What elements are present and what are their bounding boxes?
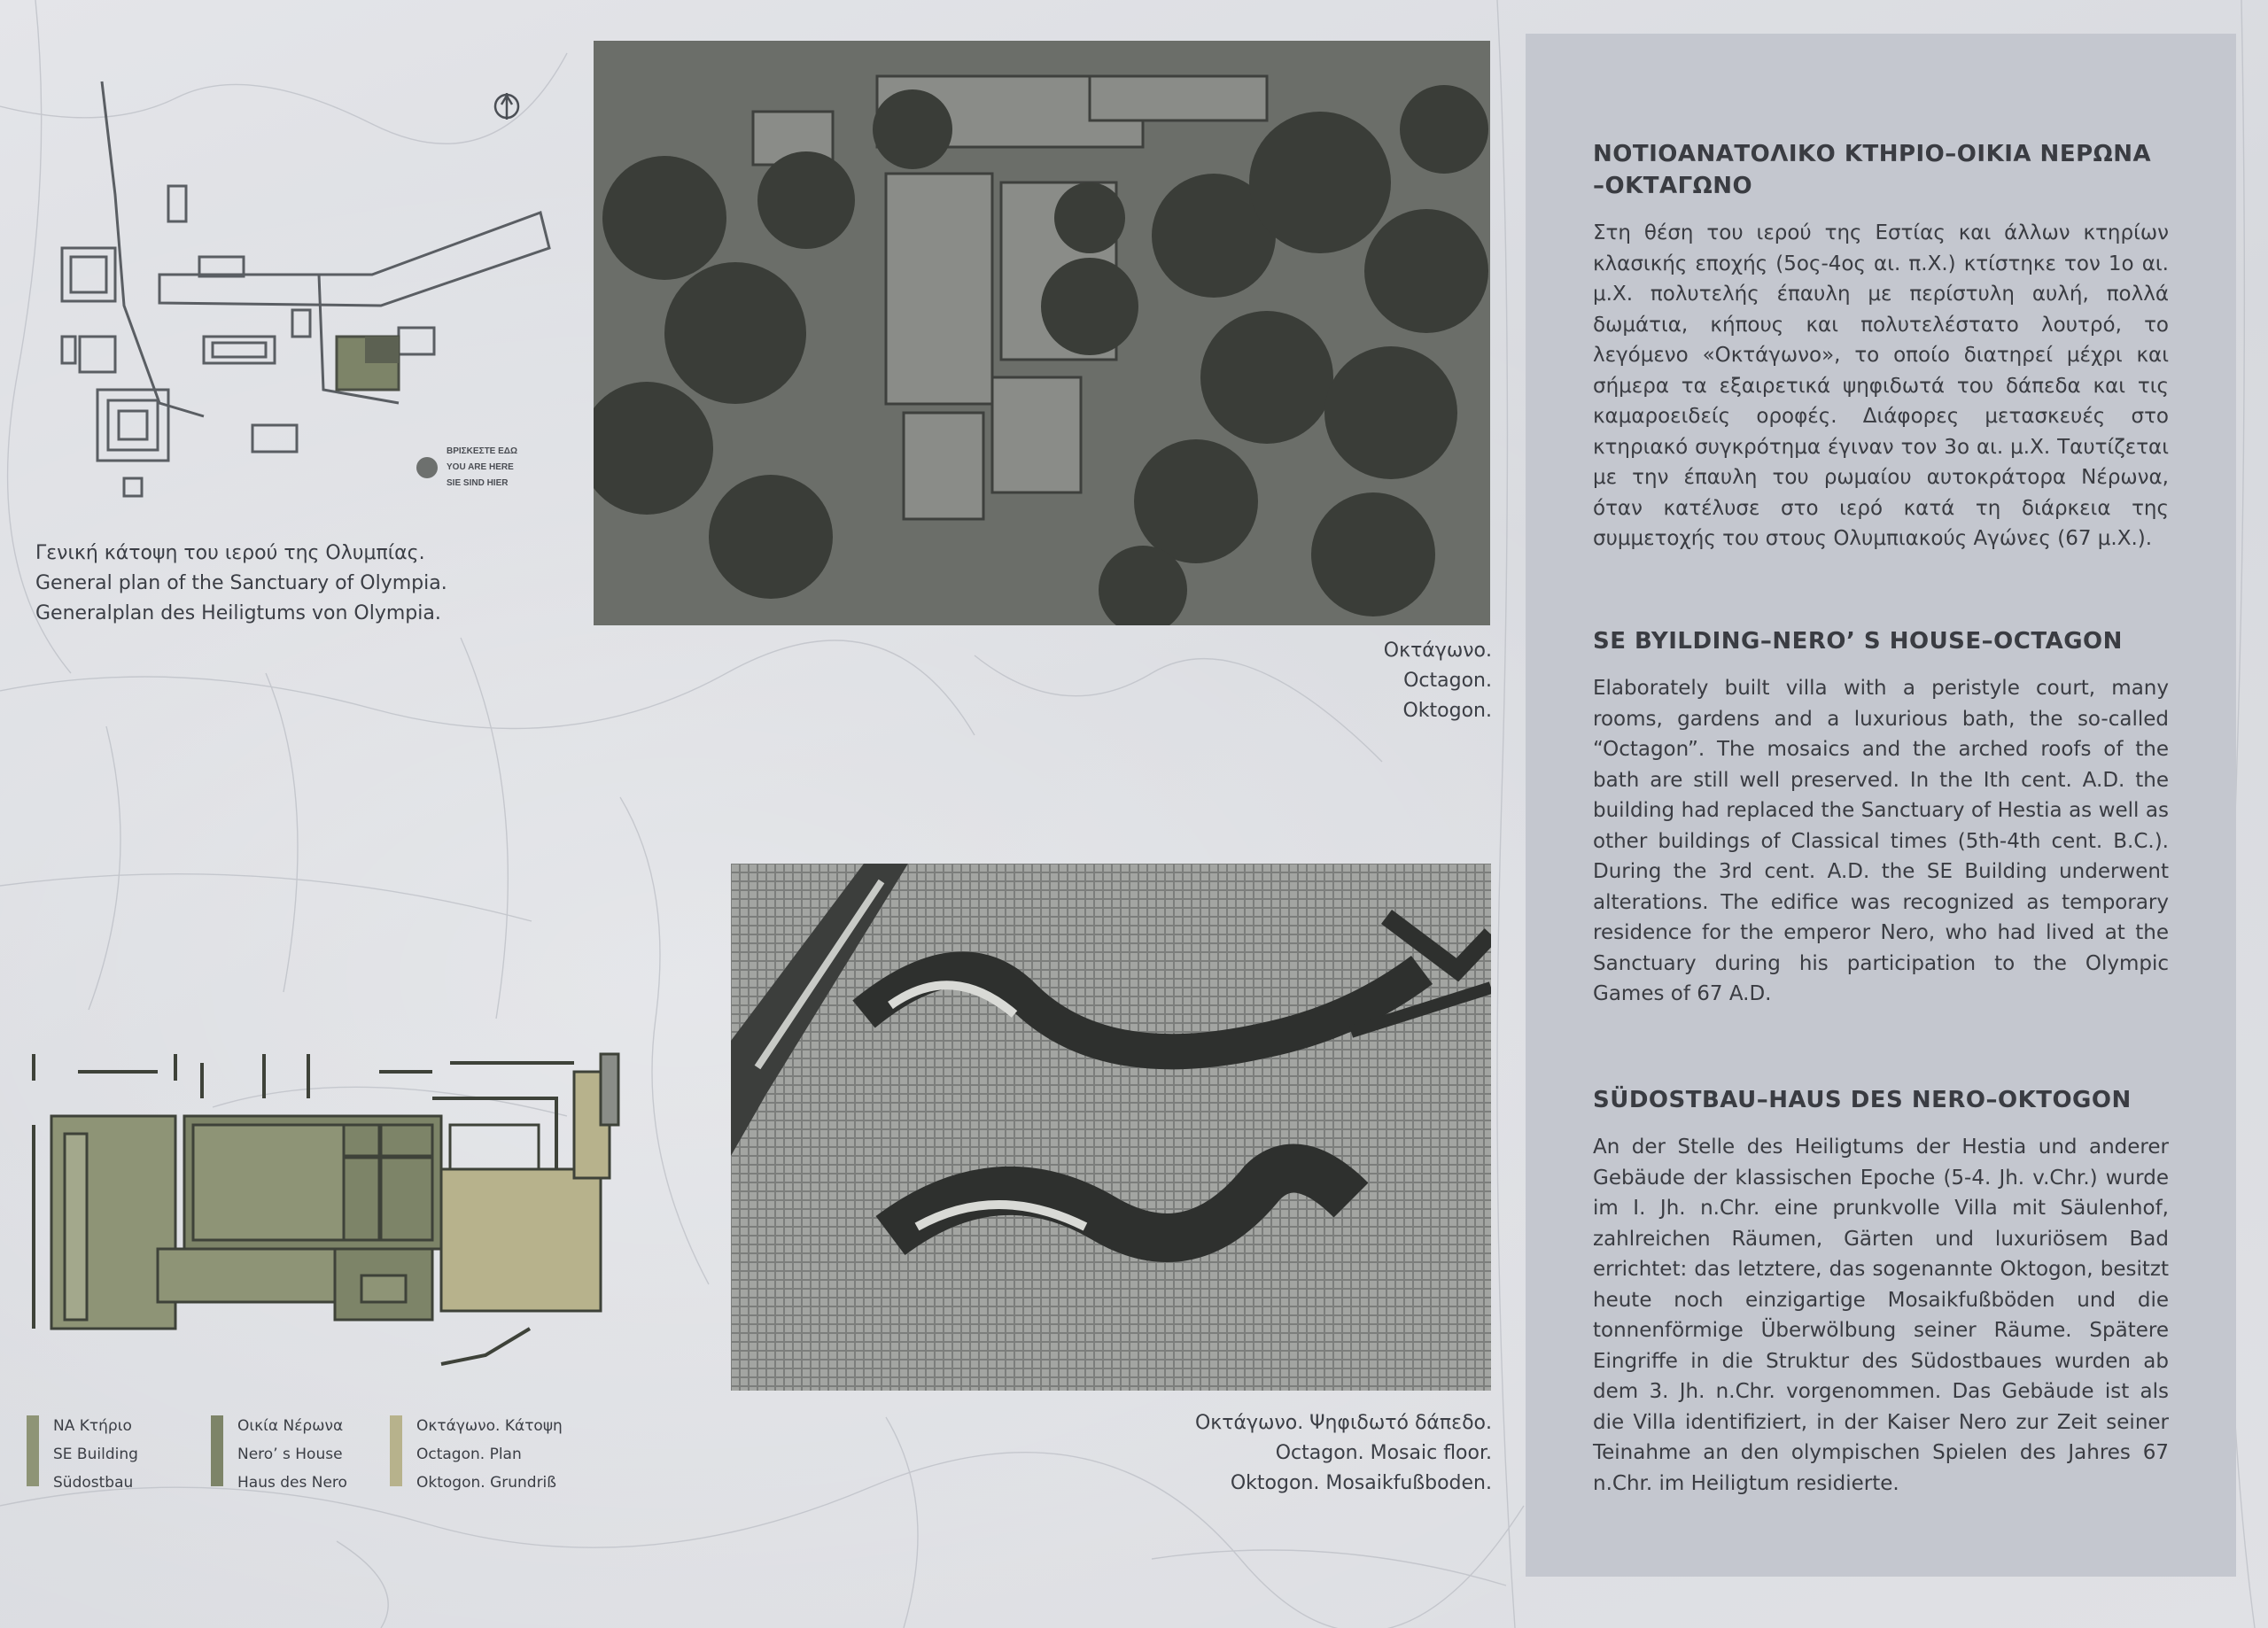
legend-label: Südostbau <box>53 1474 134 1492</box>
section-english <box>1593 625 2169 1010</box>
english-title: SE BYILDING–NERO’ S HOUSE–OCTAGON <box>1593 628 2123 655</box>
caption-line: Octagon. Mosaic floor. <box>1275 1442 1492 1464</box>
legend-label: Haus des Nero <box>237 1474 347 1492</box>
caption-line: Octagon. <box>1403 670 1492 692</box>
legend-label: Nero’ s House <box>237 1446 343 1463</box>
legend-swatch <box>211 1415 223 1486</box>
legend-item-se-building <box>27 1412 213 1492</box>
caption-line: Generalplan des Heiligtums von Olympia. <box>35 602 441 624</box>
caption-line: Oktogon. Mosaikfußboden. <box>1230 1472 1492 1494</box>
site-plan-map <box>27 71 558 531</box>
north-arrow-icon <box>495 93 518 120</box>
you-are-here-german: SIE SIND HIER <box>447 478 509 488</box>
building-plan-legend <box>27 1412 629 1492</box>
you-are-here-dot <box>416 457 438 478</box>
caption-line: Oktogon. <box>1402 700 1492 722</box>
section-greek <box>1593 138 2169 554</box>
greek-title-line-1: ΝΟΤΙΟΑΝΑΤΟΛΙΚΟ ΚΤΗΡΙΟ–ΟΙΚΙΑ ΝΕΡΩΝΑ <box>1593 141 2152 167</box>
legend-label: Οκτάγωνο. Κάτοψη <box>416 1417 563 1435</box>
legend-label: Octagon. Plan <box>416 1446 522 1463</box>
german-body: An der Stelle des Heiligtums der Hestia und anderer Gebäude der klassischen Epoche (5-4. Jh. v.Chr.) wurde im I. Jh. n.Chr. eine prunkvolle Villa mit Säulenhof, zahlreichen Räumen, Gärten und luxuriösem Bad errichtet: das letztere, das sogenannte Oktogon, besitzt heute noch einzigartige Mosaikfußböden und die tonnenförmige Überwölbung seiner Räume. Spätere Eingriffe in die Struktur des Südostbaues wurden ab dem 3. Jh. n.Chr. vorgenommen. Das Gebäude ist als die Villa identifiziert, in der Kaiser Nero zur Zeit seiner Teinahme an den olympischen Spielen des Jahres 67 n.Chr. im Heiligtum residierte. <box>1593 1136 2169 1495</box>
aerial-photo-image <box>594 41 1490 625</box>
section-german <box>1593 1084 2169 1499</box>
legend-label: Οικία Νέρωνα <box>237 1417 344 1435</box>
text-panel <box>1526 34 2236 1577</box>
you-are-here-english: YOU ARE HERE <box>447 462 514 472</box>
building-plan <box>25 1045 636 1382</box>
mosaic-photo-caption <box>1028 1408 1492 1499</box>
mosaic-photo-image <box>731 864 1491 1391</box>
legend-item-nero-house <box>211 1412 397 1492</box>
legend-label: ΝΑ Κτήριο <box>53 1417 132 1435</box>
legend-swatch <box>27 1415 39 1486</box>
greek-body: Στη θέση του ιερού της Εστίας και άλλων κτηρίων κλασικής εποχής (5ος-4ος αι. π.Χ.) κτίστηκε τον 1ο αι. μ.Χ. πολυτελής έπαυλη με περίστυλη αυλή, πολλά δωμάτια, κήπους και πολυτελέστατο λουτρό, το λεγόμενο «Οκτάγωνο», το οποίο διατηρεί μέχρι και σήμερα τα εξαιρετικά ψηφιδωτά του δάπεδα και τις καμαροειδείς οροφές. Διάφορες μετασκευές στο κτηριακό συγκρότημα έγιναν τον 3ο αι. μ.Χ. Ταυτίζεται με την έπαυλη του ρωμαίου αυτοκράτορα Νέρωνα, όταν κατέλυσε στο ιερό κατά τη διάρκεια της συμμετοχής του στους Ολυμπιακούς Αγώνες (67 μ.Χ.). <box>1593 221 2169 550</box>
caption-line: General plan of the Sanctuary of Olympia. <box>35 572 447 594</box>
legend-label: Oktogon. Grundriß <box>416 1474 556 1492</box>
caption-line: Οκτάγωνο. Ψηφιδωτό δάπεδο. <box>1194 1412 1492 1434</box>
aerial-photo-caption <box>1152 636 1492 726</box>
greek-title-line-2: –ΟΚΤΑΓΩΝΟ <box>1593 173 1753 199</box>
site-plan-caption <box>35 539 532 629</box>
caption-line: Γενική κάτοψη του ιερού της Ολυμπίας. <box>35 542 425 564</box>
mosaic-photo <box>731 864 1491 1391</box>
octagon-bath <box>441 1169 601 1311</box>
english-body: Elaborately built villa with a peristyle court, many rooms, gardens and a luxurious bath, the so-called “Octagon”. The mosaics and the arched roofs of the bath are still well preserved. In the Ith cent. A.D. the building had replaced the Sanctuary of Hestia as well as other buildings of Classical times (5th-4th cent. B.C.). During the 3rd cent. A.D. the SE Building underwent alterations. The edifice was recognized as temporary residence for the emperor Nero, who had lived at the Sanctuary during his participation to the Olympic Games of 67 A.D. <box>1593 677 2169 1005</box>
legend-swatch <box>390 1415 402 1486</box>
aerial-photo <box>594 41 1490 625</box>
you-are-here-greek: ΒΡΙΣΚΕΣΤΕ ΕΔΩ <box>447 446 517 456</box>
caption-line: Οκτάγωνο. <box>1383 640 1492 662</box>
legend-item-octagon-plan <box>390 1412 620 1492</box>
legend-label: SE Building <box>53 1446 138 1463</box>
german-title: SÜDOSTBAU–HAUS DES NERO–OKTOGON <box>1593 1087 2132 1113</box>
